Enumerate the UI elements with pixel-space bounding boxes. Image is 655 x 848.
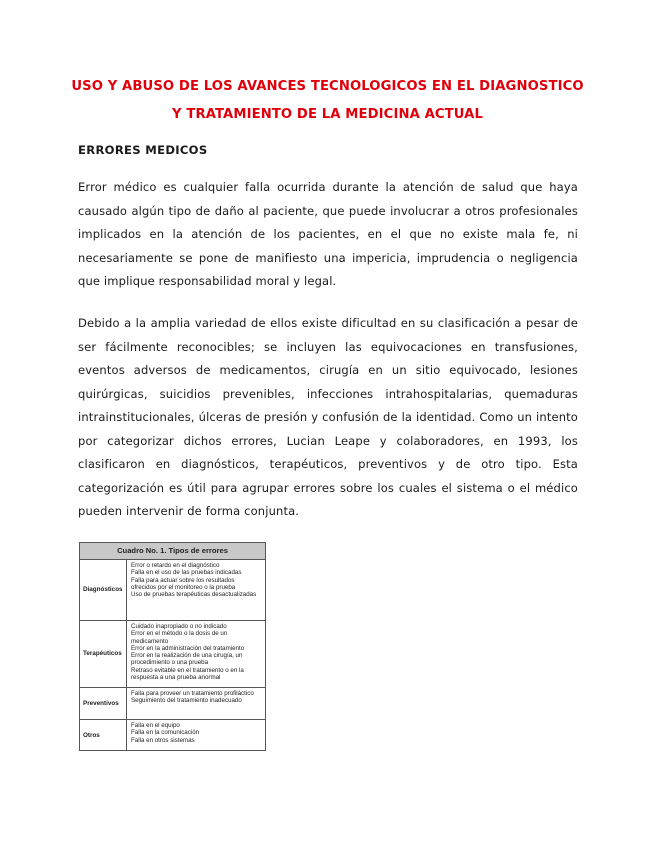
table-item: Error en la administración del tratamiento bbox=[131, 644, 245, 652]
table-item: Error o retardo en el diagnóstico bbox=[131, 562, 220, 569]
table-row bbox=[80, 688, 265, 720]
section-heading: ERRORES MEDICOS bbox=[78, 143, 208, 157]
paragraph-definition: Error médico es cualquier falla ocurrida durante la atención de salud que haya causado algún tipo de daño al paciente, que puede involucrar a otros profesionales implicados en la atención de los pacientes, en el que no existe mala fe, ni necesariamente se pone de manifiesto una impericia, imprudencia o negligencia que implique responsabilidad moral y legal. bbox=[78, 180, 578, 288]
table-item: Seguimiento del tratamiento inadecuado bbox=[131, 697, 242, 705]
table-item: Falla para proveer un tratamiento profiláctico bbox=[131, 690, 254, 697]
table-row-items bbox=[127, 560, 265, 620]
table-item: Falla para actuar sobre los resultados ofrecidos por el monitoreo o la prueba bbox=[131, 576, 236, 591]
document-title-line-1: USO Y ABUSO DE LOS AVANCES TECNOLOGICOS EN EL DIAGNOSTICO bbox=[71, 79, 584, 94]
table-item: Falla en el uso de las pruebas indicadas bbox=[131, 569, 242, 577]
table-row-items bbox=[127, 688, 265, 719]
table-row-category: Diagnósticos bbox=[80, 560, 127, 620]
table-item: Error en el método o la dosis de un medicamento bbox=[131, 630, 228, 645]
table-item: Cuidado inapropiado o no indicado bbox=[131, 623, 227, 630]
table-row bbox=[80, 720, 265, 751]
table-item: Falla en otros sistemas bbox=[131, 736, 195, 744]
table-caption: Cuadro No. 1. Tipos de errores bbox=[80, 543, 265, 560]
paragraph-classification: Debido a la amplia variedad de ellos existe dificultad en su clasificación a pesar de ser fácilmente reconocibles; se incluyen las equivocaciones en transfusiones, eventos adversos de medicamentos, cirugía en un sitio equivocado, lesiones quirúrgicas, suicidios prevenibles, infecciones intrahospitalarias, quemaduras intrainstitucionales, úlceras de presión y confusión de la identidad. Como un intento por categorizar dichos errores, Lucian Leape y colaboradores, en 1993, los clasificaron en diagnósticos, terapéuticos, preventivos y de otro tipo. Esta categorización es útil para agrupar errores sobre los cuales el sistema o el médico pueden intervenir de forma conjunta. bbox=[78, 316, 578, 518]
table-row-category: Otros bbox=[80, 720, 127, 751]
table-item: Error en la realización de una cirugía, un procedimiento o una prueba bbox=[131, 652, 243, 667]
document-title-line-2: Y TRATAMIENTO DE LA MEDICINA ACTUAL bbox=[172, 107, 483, 122]
table-item: Uso de pruebas terapéuticas desactualizadas bbox=[131, 591, 257, 599]
table-item: Falla en el equipo bbox=[131, 722, 180, 729]
table-row-items bbox=[127, 621, 265, 687]
table-item: Retraso evitable en el tratamiento o en la respuesta a una prueba anormal bbox=[131, 666, 244, 682]
error-types-table-image bbox=[79, 542, 266, 751]
table-item: Falla en la comunicación bbox=[131, 729, 200, 737]
table-row-items bbox=[127, 720, 265, 751]
table-row bbox=[80, 560, 265, 621]
table-row-category: Terapéuticos bbox=[80, 621, 127, 687]
table-row-category: Preventivos bbox=[80, 688, 127, 719]
table-row bbox=[80, 621, 265, 688]
